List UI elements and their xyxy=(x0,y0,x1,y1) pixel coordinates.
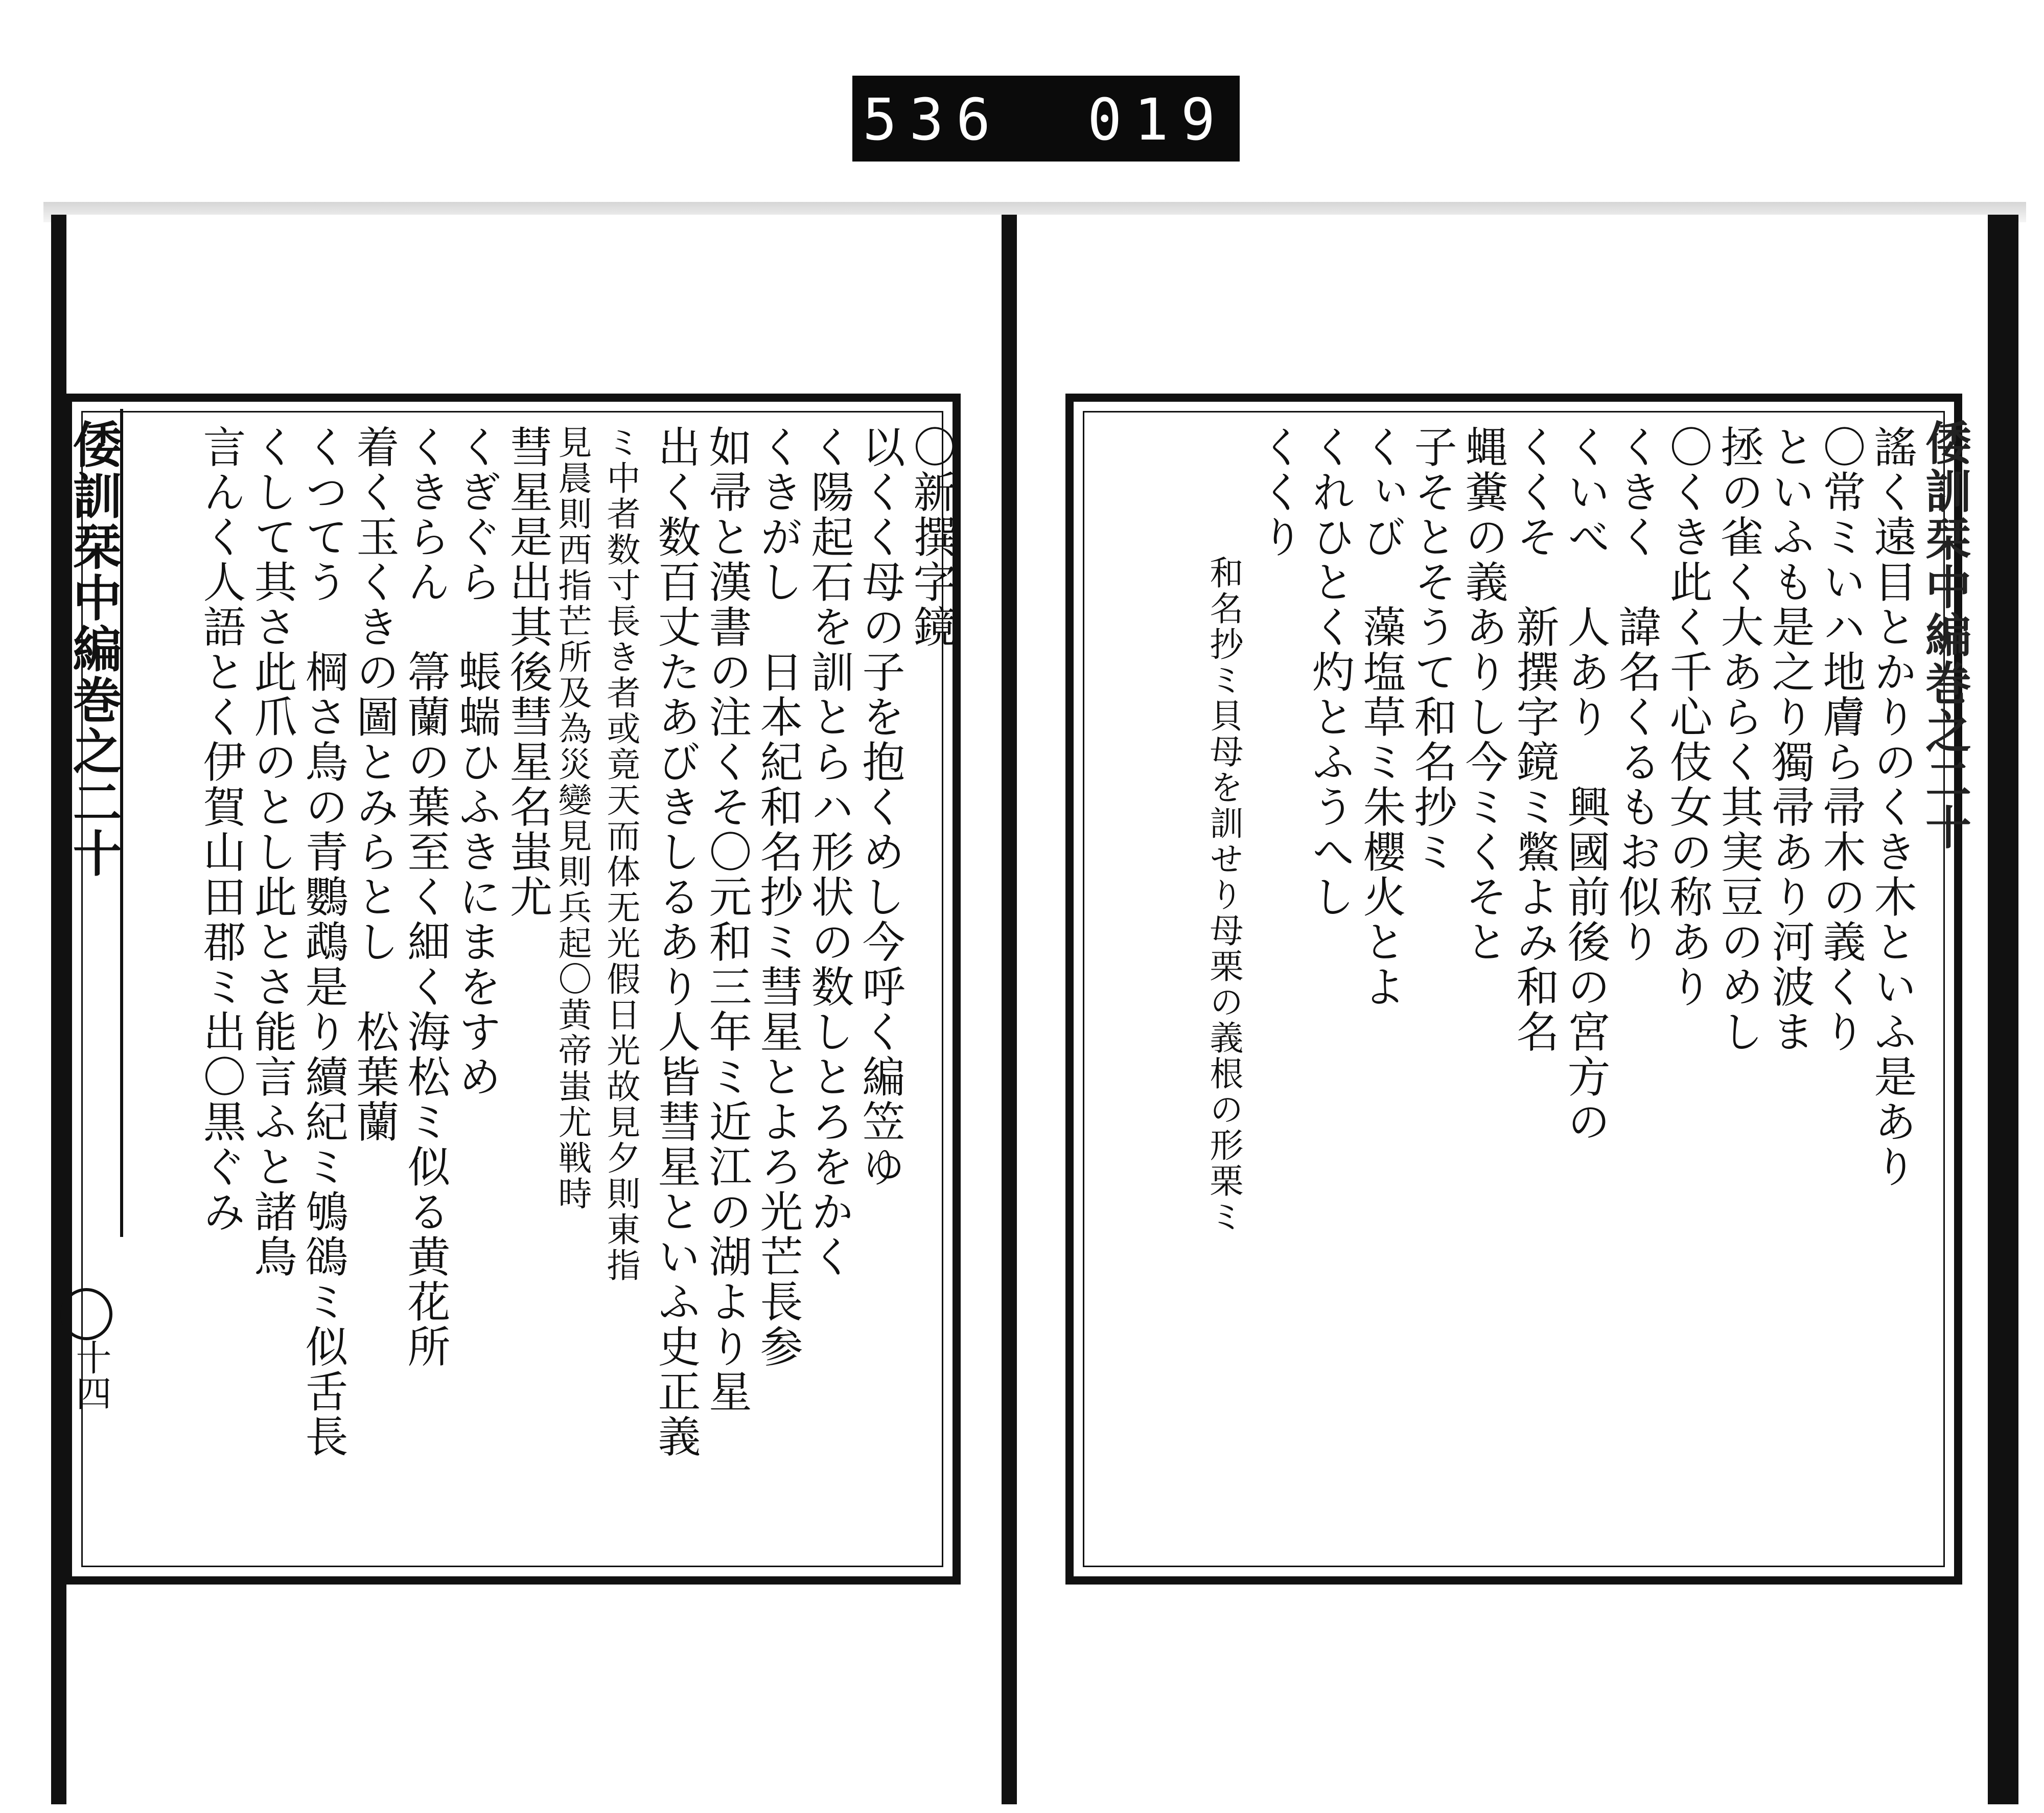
right-column: くくり xyxy=(1254,425,1304,560)
right-column: 謠く遠目とかりのくき木といふ是あり xyxy=(1867,425,1917,1189)
reel-number-label xyxy=(852,76,1274,162)
left-column: くきがし 日本紀和名抄ミ彗星とよろ光芒長参 xyxy=(753,425,803,1369)
left-column: 如帚と漢書の注くそ〇元和三年ミ近江の湖より星 xyxy=(702,425,752,1414)
page-number: 十四 xyxy=(70,1339,112,1411)
right-text-frame xyxy=(1065,394,1962,1585)
left-column: 彗星是出其後彗星名蚩尤 xyxy=(503,425,553,920)
right-column: 拯の雀く大あらく其実豆のめし xyxy=(1714,425,1764,1054)
left-column: 言んく人語とく伊賀山田郡ミ出〇黒ぐみ xyxy=(196,425,246,1234)
left-column: く陽起石を訓とらハ形状の数しとろをかく xyxy=(804,425,854,1279)
right-column: くぃび 藻塩草ミ朱櫻火とよ xyxy=(1356,425,1406,1009)
left-column: ミ中者数寸長き者或竟天而体无光假日光故見夕則東指 xyxy=(601,425,640,1283)
left-column: 〇新撰字鏡 xyxy=(907,425,957,650)
left-column: 以くく母の子を抱くめし今呼く編笠ゆ xyxy=(855,425,905,1189)
right-column: 子そとそうて和名抄ミ xyxy=(1407,425,1457,875)
left-column: くつてう 棡さ鳥の青鸚鵡是り續紀ミ鴝鵒ミ似舌長 xyxy=(298,425,349,1459)
right-column: 蝿糞の義ありし今ミくそと xyxy=(1458,425,1508,965)
right-column: くくそ 新撰字鏡ミ鱉よみ和名 xyxy=(1509,425,1560,1054)
left-column: 見晨則西指芒所及為災變見則兵起〇黄帝蚩尤戦時 xyxy=(552,425,592,1212)
right-tab-title: 倭訓栞中編巻之二十 xyxy=(1917,419,1971,852)
left-column: くきらん 箒蘭の葉至く細く海松ミ似る黄花所 xyxy=(401,425,451,1369)
left-column: くして其さ此爪のとし此とさ能言ふと諸鳥 xyxy=(247,425,297,1279)
right-column: 〇常ミいハ地膚ら帚木の義くり xyxy=(1816,425,1866,1054)
left-column: 着く玉くきの圖とみらとし 松葉蘭 xyxy=(350,425,400,1144)
reel-number-left: 536 xyxy=(863,87,1003,153)
right-column: といふも是之り獨帚あり河波ま xyxy=(1765,425,1815,1054)
left-text-frame xyxy=(64,394,961,1585)
right-column: くきく 諱名くるもお似り xyxy=(1612,425,1662,965)
right-column: 〇くき此く千心伎女の称あり xyxy=(1663,425,1713,1009)
right-column: 和名抄ミ貝母を訓せり母栗の義根の形栗ミ xyxy=(1204,555,1243,1235)
left-tab-title: 倭訓栞中編巻之二十 xyxy=(65,419,123,879)
right-column: くいべ 人あり 興國前後の宮方の xyxy=(1561,425,1611,1144)
left-column: くぎぐら 䗅𧍒ひふきにまをすめ xyxy=(452,425,502,1099)
right-page-margin-title xyxy=(1917,409,1971,1227)
book-gutter xyxy=(1002,215,1017,1804)
reel-number-right: 019. xyxy=(1087,87,1274,153)
right-column: くれひとく灼とふうへし xyxy=(1305,425,1355,920)
left-column: 出く数百丈たあびきしるあり人皆彗星といふ史正義 xyxy=(651,425,701,1459)
